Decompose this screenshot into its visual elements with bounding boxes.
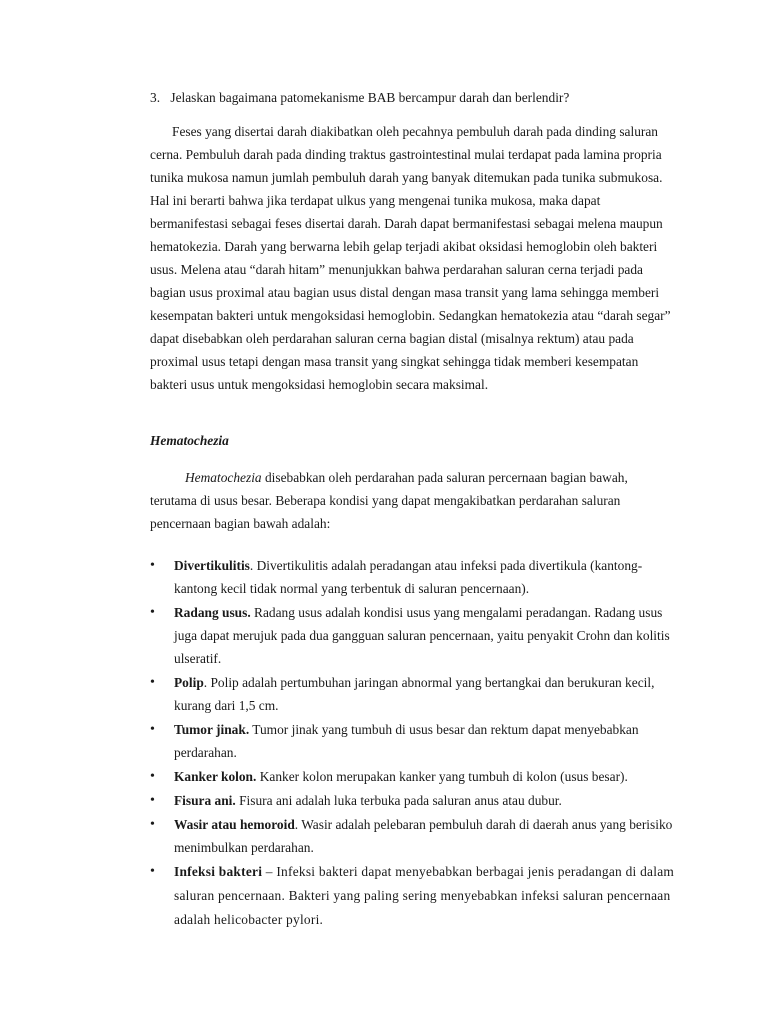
item-text: . Divertikulitis adalah peradangan atau infeksi pada divertikula (kantong-kantong kecil tidak normal yang terbentuk di saluran pencernaan). — [174, 558, 643, 596]
question — [150, 86, 690, 109]
list-item — [150, 765, 678, 788]
item-term: Polip — [174, 675, 204, 690]
item-term: Tumor jinak. — [174, 722, 250, 737]
item-text: Kanker kolon merupakan kanker yang tumbuh di kolon (usus besar). — [256, 769, 628, 784]
item-text: Tumor jinak yang tumbuh di usus besar dan rektum dapat menyebabkan perdarahan. — [174, 722, 639, 760]
item-text: Radang usus adalah kondisi usus yang mengalami peradangan. Radang usus juga dapat merujuk pada dua gangguan saluran pencernaan, yaitu penyakit Crohn dan kolitis ulseratif. — [174, 605, 670, 666]
item-term: Fisura ani. — [174, 793, 236, 808]
list-item — [150, 601, 678, 670]
list-item — [150, 813, 678, 859]
list-item — [150, 860, 678, 932]
item-text: – Infeksi bakteri dapat menyebabkan berbagai jenis peradangan di dalam saluran pencernaan. Bakteri yang paling sering menyebabkan infeksi saluran pencernaan adalah helicobacter pylori. — [174, 864, 675, 927]
paragraph-hematochezia — [150, 466, 674, 535]
list-item — [150, 671, 678, 717]
list-item — [150, 718, 678, 764]
paragraph-term: Hematochezia — [185, 470, 262, 485]
item-text: . Wasir adalah pelebaran pembuluh darah di daerah anus yang berisiko menimbulkan perdarahan. — [174, 817, 673, 855]
item-term: Wasir atau hemoroid — [174, 817, 295, 832]
paragraph-text: disebabkan oleh perdarahan pada saluran percernaan bagian bawah, terutama di usus besar. Beberapa kondisi yang dapat mengakibatkan perdarahan saluran pencernaan bagian bawah adalah: — [150, 470, 628, 531]
section-heading: Hematochezia — [150, 433, 229, 448]
item-text: Fisura ani adalah luka terbuka pada saluran anus atau dubur. — [235, 793, 562, 808]
item-text: . Polip adalah pertumbuhan jaringan abnormal yang bertangkai dan berukuran kecil, kurang dari 1,5 cm. — [174, 675, 655, 713]
item-term: Radang usus. — [174, 605, 251, 620]
list-item — [150, 554, 678, 600]
question-number: 3. — [150, 90, 161, 105]
item-term: Divertikulitis — [174, 558, 250, 573]
question-text: Jelaskan bagaimana patomekanisme BAB bercampur darah dan berlendir? — [170, 90, 570, 105]
paragraph-pathomechanism: Feses yang disertai darah diakibatkan oleh pecahnya pembuluh darah pada dinding saluran cerna. Pembuluh darah pada dinding traktus gastrointestinal mulai terdapat pada lamina propria tunika mukosa namun jumlah pembuluh darah yang banyak ditemukan pada tunika submukosa. Hal ini berarti bahwa jika terdapat ulkus yang mengenai tunika mukosa, maka dapat bermanifestasi sebagai feses disertai darah. Darah dapat bermanifestasi sebagai melena maupun hematokezia. Darah yang berwarna lebih gelap terjadi akibat oksidasi hemoglobin oleh bakteri usus. Melena atau “darah hitam” menunjukkan bahwa perdarahan saluran cerna terjadi pada bagian usus proximal atau bagian usus distal dengan masa transit yang lama sehingga memberi kesempatan bakteri untuk mengoksidasi hemoglobin. Sedangkan hematokezia atau “darah segar” dapat disebabkan oleh perdarahan saluran cerna bagian distal (misalnya rektum) atau pada proximal usus tetapi dengan masa transit yang singkat sehingga tidak memberi kesempatan bakteri usus untuk mengoksidasi hemoglobin secara maksimal. — [150, 124, 671, 392]
item-term: Infeksi bakteri — [174, 864, 263, 879]
item-term: Kanker kolon. — [174, 769, 257, 784]
causes-list — [150, 554, 678, 933]
list-item — [150, 789, 678, 812]
